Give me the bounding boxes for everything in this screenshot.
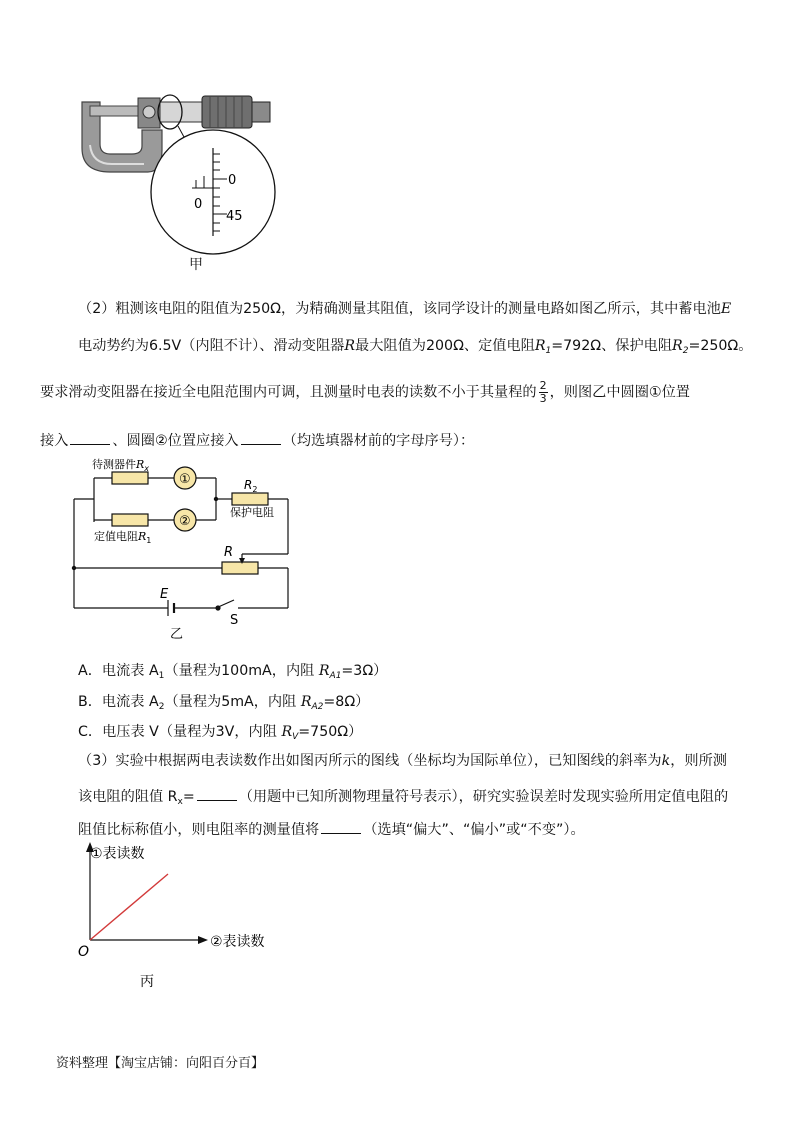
svg-text:定值电阻R1: 定值电阻$R_1$ xyxy=(94,530,152,545)
svg-text:乙: 乙 xyxy=(170,627,184,642)
answer-blank-resistivity[interactable] xyxy=(321,821,361,834)
option-c: C．电压表 V（量程为3V，内阻 $R_V=750\Omega$） xyxy=(78,724,363,742)
q2-line-4: 接入 、圆圈②位置应接入 （均选填器材前的字母序号）： xyxy=(40,433,475,449)
option-b: B．电流表 $A_2$（量程为5mA，内阻 $R_{A2}=8\Omega$） xyxy=(78,694,370,712)
scale-label-top: 0 xyxy=(228,173,237,188)
answer-blank-rx[interactable] xyxy=(197,788,237,801)
scale-label-left: 0 xyxy=(194,197,203,212)
micrometer-figure xyxy=(70,90,280,280)
svg-text:丙: 丙 xyxy=(140,974,154,990)
svg-text:①表读数: ①表读数 xyxy=(90,846,145,862)
footer-text: 资料整理【淘宝店铺：向阳百分百】 xyxy=(56,1056,265,1071)
q2-line-3: 要求滑动变阻器在接近全电阻范围内可调，且测量时电表的读数不小于其量程的 $\frac{2}{3}$ ，则图乙中圆圈①位置 xyxy=(40,379,690,405)
svg-text:E: E xyxy=(160,587,169,602)
scale-label-bottom: 45 xyxy=(226,209,243,224)
option-a: A．电流表 $A_1$（量程为100mA，内阻 $R_{A1}=3\Omega$） xyxy=(78,663,388,681)
circuit-figure xyxy=(64,450,304,645)
svg-text:待测器件Rx: 待测器件$R_x$ xyxy=(92,458,150,473)
q2-line-1: （2）粗测该电阻的阻值为250Ω，为精确测量其阻值，该同学设计的测量电路如图乙所示，其中蓄电池E xyxy=(78,301,732,317)
svg-text:②表读数: ②表读数 xyxy=(210,934,265,950)
answer-blank-circle1[interactable] xyxy=(70,432,110,445)
graph-line xyxy=(90,874,168,940)
q3-line-3: 阻值比标称值小，则电阻率的测量值将 （选填“偏大”、“偏小”或“不变”）。 xyxy=(78,822,585,838)
svg-text:②: ② xyxy=(179,514,191,529)
svg-text:R: R xyxy=(224,545,234,560)
answer-blank-circle2[interactable] xyxy=(241,432,281,445)
graph-figure xyxy=(70,838,300,998)
q3-line-1: （3）实验中根据两电表读数作出如图丙所示的图线（坐标均为国际单位），已知图线的斜率为k，则所测 xyxy=(78,753,727,769)
fraction-two-thirds: $\frac{2}{3}$ xyxy=(539,379,547,405)
svg-text:保护电阻: 保护电阻 xyxy=(230,506,274,519)
svg-text:R2: $R_2$ xyxy=(244,478,258,494)
q2-line-2: 电动势约为6.5V（内阻不计）、滑动变阻器R最大阻值为200Ω、定值电阻$R_1=792\Omega$、保护电阻$R_2=250\Omega$。 xyxy=(78,338,753,356)
figure-jia-caption: 甲 xyxy=(189,257,203,273)
svg-text:O: O xyxy=(78,944,90,960)
svg-text:S: S xyxy=(230,613,239,628)
q3-line-2: 该电阻的阻值 $R_x=$ （用题中已知所测物理量符号表示），研究实验误差时发现实验所用定值电阻的 xyxy=(78,789,729,807)
svg-text:①: ① xyxy=(179,472,191,487)
